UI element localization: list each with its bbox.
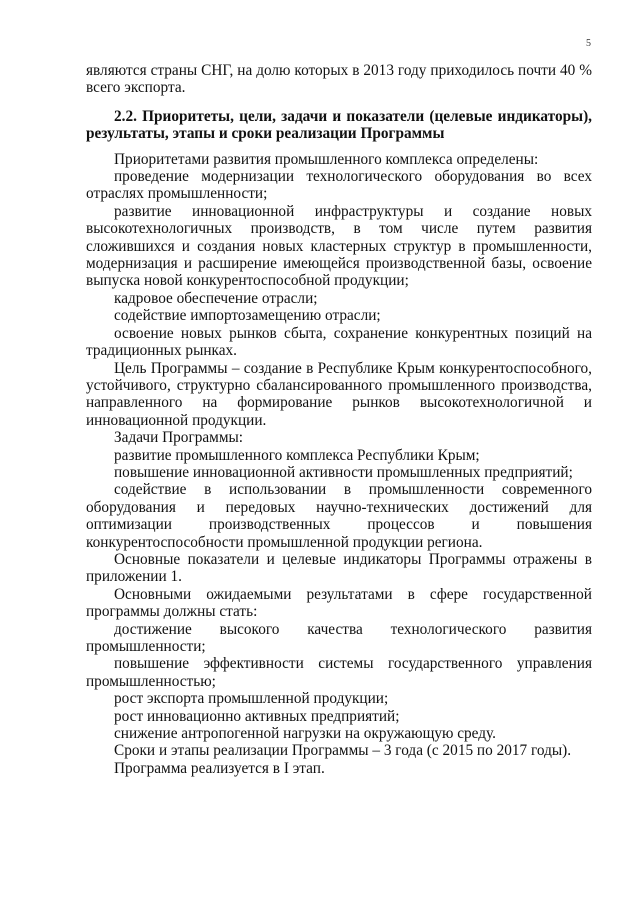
section-heading	[86, 108, 592, 143]
paragraph-line: Цель Программы – создание в Республике Крым конкурентоспособного,	[114, 359, 592, 377]
paragraph	[86, 360, 592, 430]
paragraph	[86, 760, 592, 777]
paragraph	[86, 690, 592, 707]
paragraph-line: рост экспорта промышленной продукции;	[114, 690, 389, 708]
paragraph	[86, 742, 592, 759]
paragraph-line: Программа реализуется в I этап.	[114, 759, 325, 777]
paragraph-line: выпуска новой конкурентоспособной продукции;	[86, 272, 409, 290]
paragraph	[86, 551, 592, 586]
paragraph	[86, 168, 592, 203]
paragraph	[86, 290, 592, 307]
paragraph	[86, 325, 592, 360]
page-number: 5	[586, 38, 591, 49]
paragraph-line: программы должны стать:	[86, 603, 258, 621]
paragraph-line: Задачи Программы:	[114, 429, 244, 447]
paragraph-line: освоение новых рынков сбыта, сохранение конкурентных позиций на	[114, 324, 592, 342]
paragraph-line: устойчивого, структурно сбалансированного промышленного производства,	[86, 376, 592, 394]
paragraph-line: снижение антропогенной нагрузки на окружающую среду.	[114, 725, 496, 743]
paragraph	[86, 481, 592, 551]
paragraph	[86, 447, 592, 464]
paragraph-line: Приоритетами развития промышленного комплекса определены:	[114, 150, 539, 168]
paragraph-line: Основные показатели и целевые индикаторы Программы отражены в	[114, 550, 592, 568]
paragraph-line: инновационной продукции.	[86, 411, 267, 429]
paragraph-line: оптимизации производственных процессов и повышения	[86, 516, 592, 534]
paragraph-line: модернизация и расширение имеющейся производственной базы, освоение	[86, 255, 592, 273]
paragraphs	[86, 151, 592, 778]
document-body	[86, 62, 592, 777]
paragraph-line: содействие импортозамещению отрасли;	[114, 307, 381, 325]
paragraph-line: традиционных рынках.	[86, 342, 237, 360]
paragraph-line: сложившихся и создания новых кластерных структур в промышленности,	[86, 237, 592, 255]
paragraph-line: Основными ожидаемыми результатами в сфере государственной	[114, 585, 592, 603]
paragraph-line: кадровое обеспечение отрасли;	[114, 289, 318, 307]
paragraph-line: направленного на формирование рынков высокотехнологичной и	[86, 394, 592, 412]
paragraph-line: высокотехнологичных производств, в том числе путем развития	[86, 220, 592, 238]
paragraph-line: повышение эффективности системы государственного управления	[114, 655, 592, 673]
paragraph	[86, 586, 592, 621]
paragraph-line: промышленностью;	[86, 672, 216, 690]
paragraph	[86, 429, 592, 446]
paragraph	[86, 708, 592, 725]
paragraph	[86, 655, 592, 690]
paragraph-line: оборудования и передовых научно-технических достижений для	[86, 498, 592, 516]
paragraph-line: повышение инновационной активности промышленных предприятий;	[114, 463, 573, 481]
paragraph-line: конкурентоспособности промышленной продукции региона.	[86, 533, 483, 551]
paragraph	[86, 203, 592, 290]
paragraph-line: рост инновационно активных предприятий;	[114, 707, 400, 725]
paragraph	[86, 621, 592, 656]
paragraph	[86, 307, 592, 324]
paragraph-line: промышленности;	[86, 638, 206, 655]
paragraph-line: развитие промышленного комплекса Республики Крым;	[114, 446, 480, 464]
paragraph-line: содействие в использовании в промышленности современного	[114, 481, 592, 499]
paragraph-line: приложении 1.	[86, 568, 182, 586]
paragraph-line: развитие инновационной инфраструктуры и создание новых	[114, 202, 592, 220]
paragraph-line: отраслях промышленности;	[86, 185, 268, 203]
paragraph	[86, 725, 592, 742]
paragraph-line: Сроки и этапы реализации Программы – 3 года (с 2015 по 2017 годы).	[114, 742, 572, 760]
intro-line-2: всего экспорта.	[86, 79, 186, 97]
intro-line-1: являются страны СНГ, на долю которых в 2013 году приходилось почти 40 %	[86, 62, 592, 79]
paragraph	[86, 464, 592, 481]
section-heading-line-1: 2.2. Приоритеты, цели, задачи и показатели (целевые индикаторы),	[114, 107, 592, 125]
section-heading-line-2: результаты, этапы и сроки реализации Программы	[86, 125, 445, 143]
paragraph-line: проведение модернизации технологического оборудования во всех	[114, 168, 592, 186]
paragraph-line: достижение высокого качества технологического развития	[114, 620, 592, 638]
paragraph	[86, 151, 592, 168]
